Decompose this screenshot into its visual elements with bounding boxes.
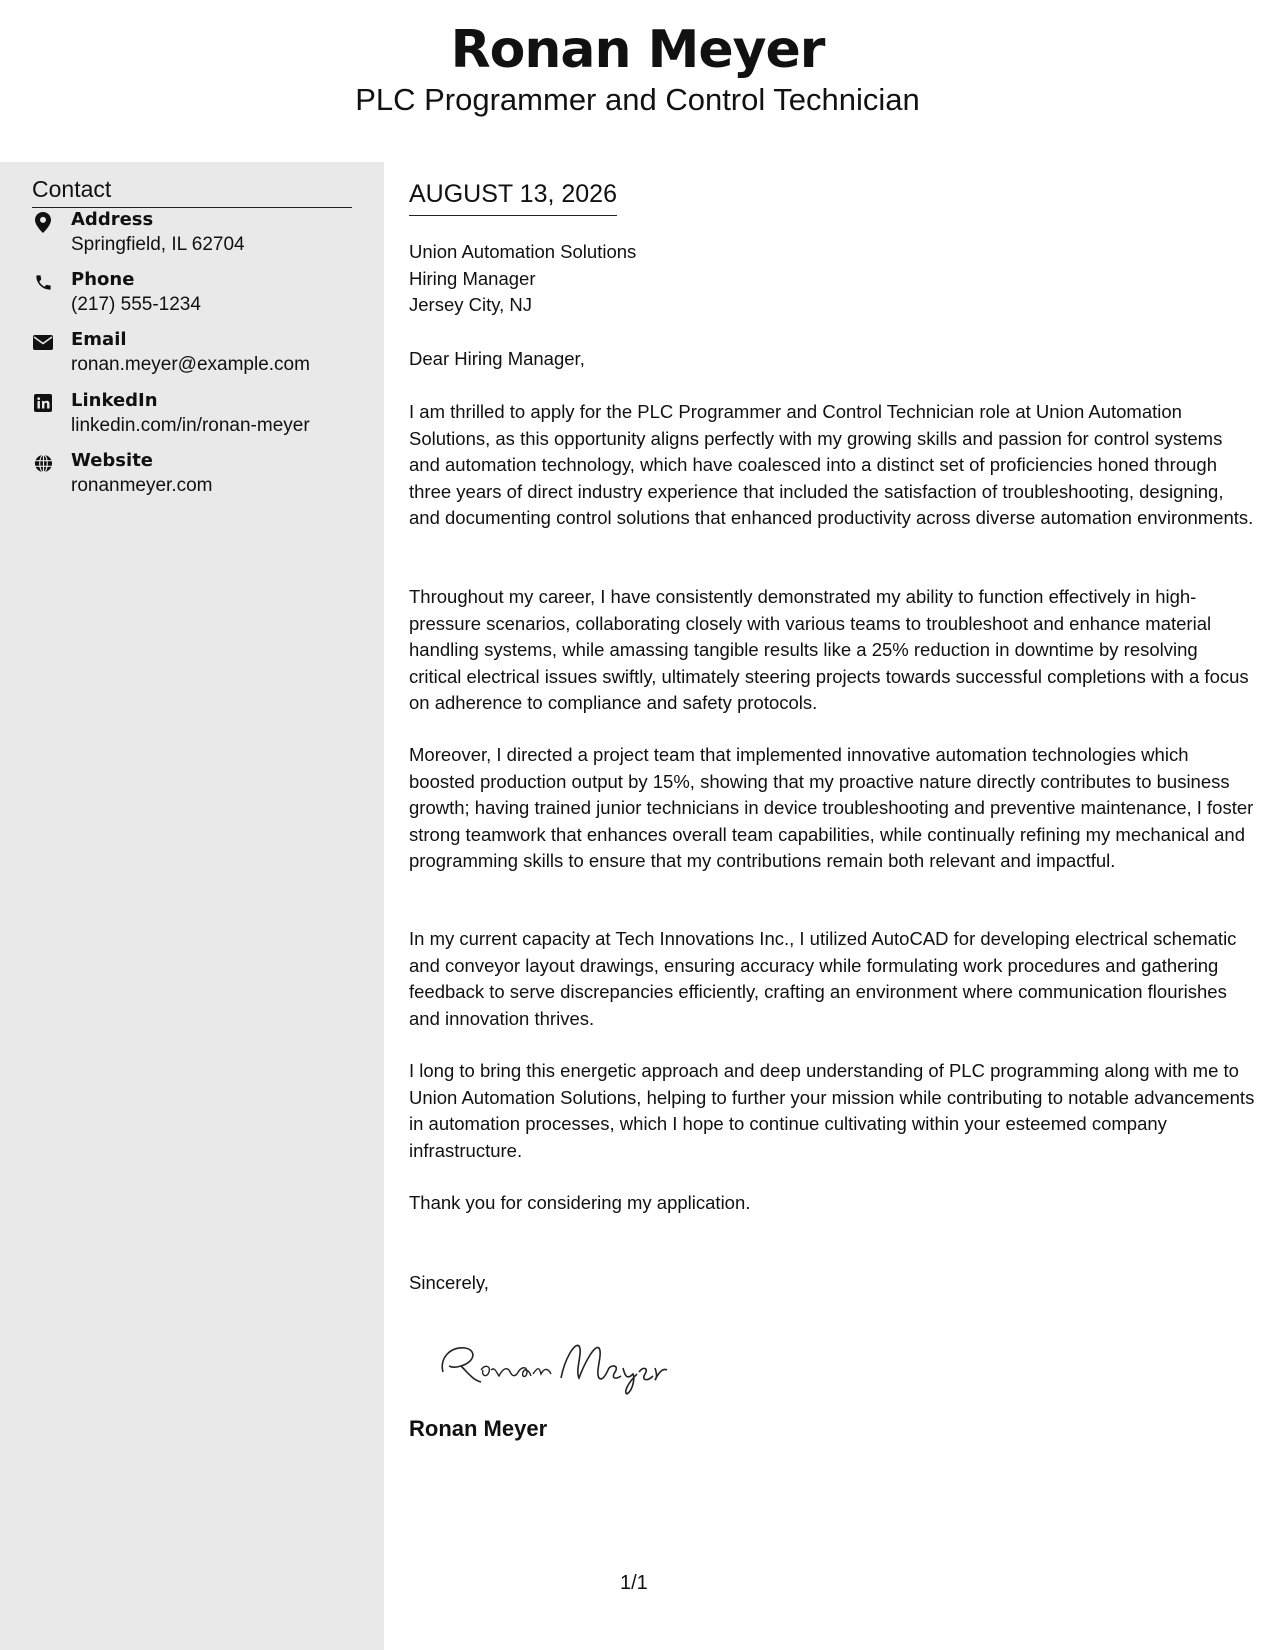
job-title: PLC Programmer and Control Technician	[355, 82, 920, 117]
recipient-title: Hiring Manager	[409, 267, 536, 289]
contact-website	[32, 450, 372, 506]
paragraph-3: Moreover, I directed a project team that implemented innovative automation technologies which boosted production output by 15%, showing that my proactive nature directly contributes to business growth; having trained junior technicians in device troubleshooting and preventive maintenance, I foster strong teamwork that enhances overall team capabilities, while continually refining my mechanical and programming skills to ensure that my contributions remain both relevant and impactful.	[409, 744, 1254, 871]
paragraph-1: I am thrilled to apply for the PLC Programmer and Control Technician role at Union Automation Solutions, as this opportunity aligns perfectly with my growing skills and passion for control systems and automation technology, which have coalesced into a distinct set of proficiencies honed through three years of direct industry experience that included the satisfaction of troubleshooting, designing, and documenting control solutions that enhanced productivity across diverse automation environments.	[409, 401, 1254, 528]
paragraph-2: Throughout my career, I have consistently demonstrated my ability to function effectively in high-pressure scenarios, collaborating closely with various teams to troubleshoot and enhance material handling systems, while amassing tangible results like a 25% reduction in downtime by resolving critical electrical issues swiftly, ultimately steering projects towards successful completions with a focus on adherence to compliance and safety protocols.	[409, 586, 1249, 713]
contact-email	[32, 329, 372, 385]
contact-value: (217) 555-1234	[71, 294, 201, 315]
contact-label: Phone	[71, 269, 135, 290]
salutation: Dear Hiring Manager,	[409, 348, 585, 369]
letter-date: AUGUST 13, 2026	[409, 180, 617, 216]
paragraph-5: I long to bring this energetic approach and deep understanding of PLC programming along with me to Union Automation Solutions, helping to further your mission while contributing to notable advancements in automation processes, which I hope to continue cultivating within your esteemed company infrastructure.	[409, 1060, 1255, 1161]
location-pin-icon	[32, 211, 54, 233]
phone-icon	[32, 271, 54, 293]
paragraph-6: Thank you for considering my application.	[409, 1192, 751, 1213]
recipient-company: Union Automation Solutions	[409, 241, 637, 262]
contact-label: LinkedIn	[71, 390, 158, 411]
contact-value: ronan.meyer@example.com	[71, 354, 310, 375]
linkedin-icon	[32, 392, 54, 414]
contact-linkedin	[32, 390, 372, 446]
recipient-location: Jersey City, NJ	[409, 294, 533, 315]
contact-label: Address	[71, 209, 154, 230]
globe-icon	[32, 452, 54, 474]
contact-label: Email	[71, 329, 127, 350]
contact-value: Springfield, IL 62704	[71, 234, 245, 255]
page-number: 1/1	[620, 1572, 648, 1594]
signer-name: Ronan Meyer	[409, 1416, 548, 1441]
contact-value: linkedin.com/in/ronan-meyer	[71, 415, 310, 436]
contact-address	[32, 209, 372, 265]
closing: Sincerely,	[409, 1272, 489, 1293]
contact-heading: Contact	[32, 176, 352, 208]
recipient-block	[409, 239, 636, 319]
contact-sidebar	[0, 162, 384, 1650]
contact-label: Website	[71, 450, 154, 471]
paragraph-4: In my current capacity at Tech Innovations Inc., I utilized AutoCAD for developing electrical schematic and conveyor layout drawings, ensuring accuracy while formulating work procedures and gathering feedback to serve discrepancies efficiently, crafting an environment where communication flourishes and innovation thrives.	[409, 928, 1237, 1029]
contact-phone	[32, 269, 372, 325]
envelope-icon	[32, 331, 54, 353]
signature-image	[429, 1320, 669, 1400]
contact-value: ronanmeyer.com	[71, 475, 213, 496]
applicant-name: Ronan Meyer	[450, 20, 825, 80]
header	[0, 0, 1275, 162]
